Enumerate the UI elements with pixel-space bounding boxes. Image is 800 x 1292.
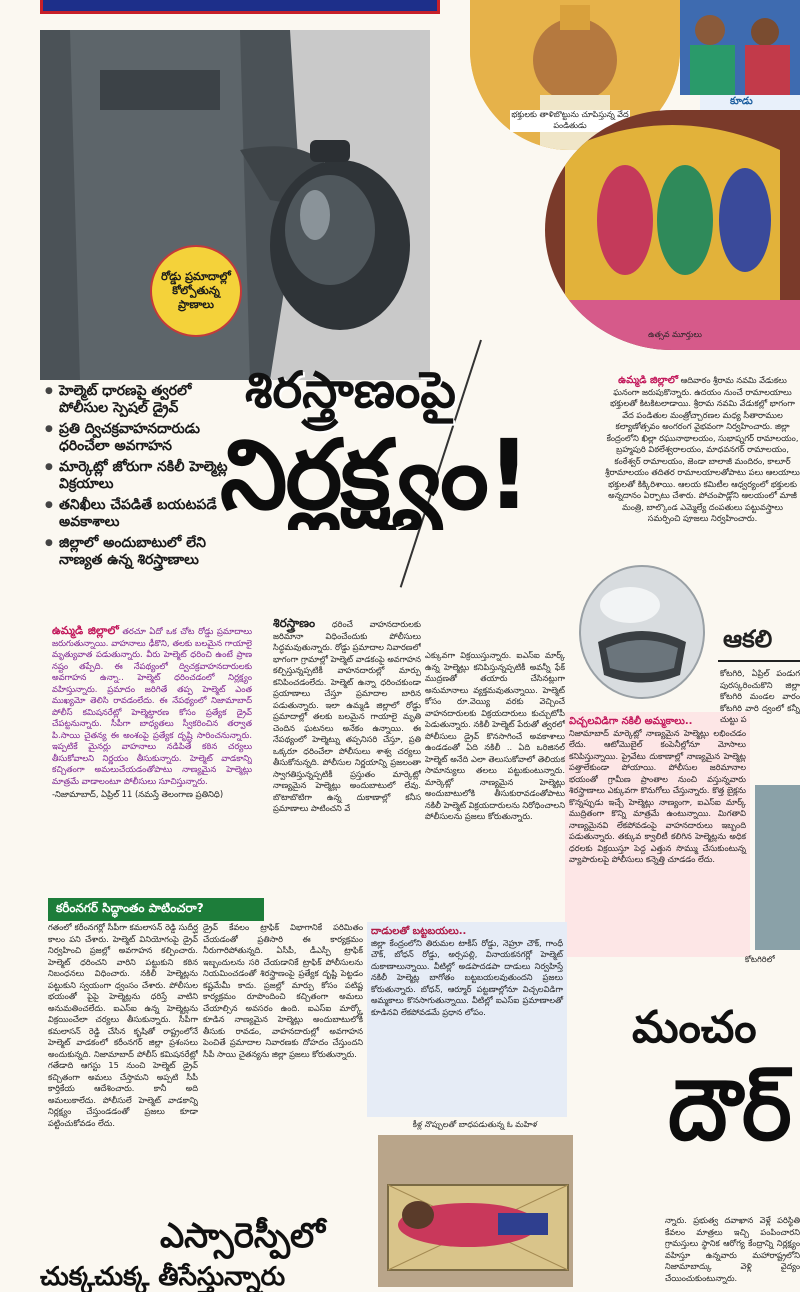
helmet-product-photo [568, 560, 716, 710]
col3-text: ఎక్కువగా విక్రయిస్తున్నారు. ఐఎస్ఐ మార్క్ ఉన్న హెల్మెట్లు కనిపిస్తున్నప్పటికీ అవన్నీ ఫేక్ ముద్రణతో తయారు చేసినట్లుగా అనుమానాలు వ్యక్తమవుతున్నాయి. హెల్మెట్ కోసం రూ.వెయ్యి వరకు వెచ్చించే వాహనదారులకు విక్రయదారులు కుచ్చుటోపీ పెడుతున్నారు. నకిలీ హెల్మెట్ పేరుతో త్వరలో పోలీసులు డ్రైవ్ కొనసాగించే అవకాశాలు ఉండడంతో ఏది నకిలీ .. ఏది ఒరిజినల్ హెల్మెట్ అనేది ఎలా తెలుసుకోవాలో తెలియక సామాన్యులు తలలు పట్టుకుంటున్నారు. మార్కెట్లో నాణ్యమైన హెల్మెట్లు అందుబాటులోకి తీసుకురావడంతోపాటు నకిలీ హెల్మెట్ విక్రయదారులను నిరోధించాలని పోలీసులను ప్రజలు కోరుతున్నారు. [425, 650, 565, 821]
story-column-3 [425, 650, 565, 900]
navami-dateline: ఉమ్మడి జిల్లాలో [618, 375, 679, 386]
sidebar-text: నిజామాబాద్ మార్కెట్లో నాణ్యమైన హెల్మెట్లు లభించడం లేదు. ఆటోమొబైల్ కంపెనీల్లోనూ మోసాలు కనిపిస్తున్నాయి. ప్రైవేటు దుకాణాల్లో నాణ్యమైన హెల్మెట్ల పత్తాలేకుండా పోయాయి. పోలీసుల జరిమానాల భయంతో గ్రామీణ ప్రాంతాల నుంచి వస్తున్నవారు శిరస్త్రాణాలు ఎక్కువగా కొనుగోలు చేస్తున్నారు. కొత్త బైక్లను కొన్నప్పుడు ఇచ్చే హెల్మెట్లు నాణ్యంగా, ఐఎస్ఐ మార్క్ ముద్రితంగా కొన్ని మాత్రమే ఉంటున్నాయి. మిగతావి నాణ్యమైనవి లేకపోవడంపై వాహనదారులు ఇబ్బంది పడుతున్నారు. తక్కువ క్వాలిటీ కలిగిన హెల్మెట్లను అధిక ధరలకు విక్రయిస్తూ పెద్ద ఎత్తున సొమ్ము చేసుకుంటున్న వ్యాపారులపై పోలీసులు కన్నెత్తి చూడడం లేదు. [569, 727, 746, 864]
raids-panel [367, 922, 567, 1117]
photo-badge-text: రోడ్డు ప్రమాదాల్లో కోల్పోతున్న ప్రాణాలు [161, 270, 231, 311]
bullet-item: ● తనిఖీలు చేపడితే బయటపడే అవకాశాలు [45, 497, 235, 531]
raids-kicker: దాడులతో బట్టబయలు.. [371, 926, 467, 937]
label-strip-text: కూడు [730, 96, 753, 107]
karimnagar-subhead: కరీంనగర్ సిద్ధాంతం పాటించరా? [48, 898, 264, 921]
intro-block [52, 625, 252, 885]
manchan-text [665, 1215, 800, 1287]
col2-text: ధరించే వాహనదారులకు జరిమానా విధించేందుకు పోలీసులు సిద్ధమవుతున్నారు. రోడ్డు ప్రమాదాల నివారణలో భాగంగా గ్రామాల్లో హెల్మెట్ వాడకంపై అవగాహన కల్పిస్తున్నప్పటికీ వాహనదారుల్లో మార్పు కనిపించడంలేదు. హెల్మెట్ ఉన్నా ధరించకుండా ప్రయాణాలు చేస్తూ ప్రమాదాల బారిన పడుతున్నారు. ఇలా ఉమ్మడి జిల్లాలో రోడ్డు ప్రమాదాల్లో తలకు బలమైన గాయాలై మృతి చెందిన ఘటనలు అనేకం ఉన్నాయి. ఈ నేపథ్యంలో హెల్మెట్ను తప్పనిసరి చేస్తూ, ప్రతి ఒక్కరూ ధరించేలా పోలీసులు శాశ్వ చర్యలు తీసుకోనున్నది. పోలీసుల నిర్ణయాన్ని ప్రజలంతా స్వాగతిస్తున్నప్పటికీ ప్రస్తుతం మార్కెట్లో నాణ్యమైన హెల్మెట్లు అందుబాటులో లేవు. బొటాబొటిగా ఉన్న దుకాణాల్లో కనీస ప్రమాణాలు పాటించని వే [273, 619, 421, 813]
kotagiri-label: కోటగిరిలో [745, 955, 775, 964]
bottom-photo-caption: కీళ్ల నొప్పులతో బాధపడుతున్న ఓ మహిళ [412, 1120, 538, 1129]
bullet-item: ● మార్కెట్లో జోరుగా నకిలీ హెల్మెట్ల విక్రయాలు [45, 459, 235, 493]
sidebar-kicker: విచ్చలవిడిగా నకిలీ అమ్మకాలు.. [569, 716, 693, 727]
raids-text: జిల్లా కేంద్రంలోని తిరుమల టాకీస్ రోడ్డు, నెహ్రూ చౌక్, గాంధీ చౌక్, బోధన్ రోడ్డు, అర్సపల్లి, వినాయకనగర్లో హెల్మెట్ దుకాణాలున్నాయి. వీటిల్లో అడపాదడపా దాడులు నిర్వహిస్తే నకిలీ హెల్మెట్ల బాగోతం బట్టబయలవుతుందని ప్రజలు కోరుతున్నారు. బోధన్, ఆర్మూర్ పట్టణాల్లోనూ విచ్చలవిడిగా అమ్మకాలు కొనసాగుతున్నాయి. వీటిల్లో ఐఎస్ఐ ప్రమాణాలతో కూడినవి లేకపోవడమే ప్రధాన లోపం. [371, 937, 563, 1017]
manchan-headline: మంచం [632, 1002, 757, 1053]
woman-on-cot-photo [378, 1135, 573, 1287]
deities-photo [545, 110, 800, 350]
kotagiri-photo [755, 785, 800, 950]
dour-headline: దౌర్ [668, 1061, 792, 1159]
helmet-bullet-list [45, 383, 235, 573]
helmet-hero-photo [40, 30, 430, 380]
manchan-text-body: న్నారు. ప్రభుత్వ దవాఖాన వెళ్లే పరిస్థితి కేవలం మాత్రలు ఇచ్చి పంపించారని గ్రామస్తులు స్థానిక ఆరోగ్య కేంద్రాన్ని నిర్లక్ష్యం వహిస్తూ ఉన్నవారు మహారాష్ట్రలోని నిజామాబాద్కు వెళ్లి వైద్యం చేయించుకుంటున్నారు. [665, 1215, 800, 1283]
headline-line2: నిర్లక్ష్యం! [220, 420, 529, 530]
label-strip [700, 95, 800, 111]
masthead-bar [40, 0, 440, 14]
bullet-item: ● హెల్మెట్ ధారణపై త్వరలో పోలీసుల స్పెషల్ డ్రైవ్ [45, 383, 235, 417]
karimnagar-text-2: డ్రైవ్ కేవలం ట్రాఫిక్ విభాగానికే పరిమితం చేయడంతో ప్రతిసారి ఈ కార్యక్రమం నీరుగారిపోతున్నది. ఏసీపీ, డీఎస్పీ ట్రాఫిక్ ఇబ్బందులను సరి చేయడానికే ట్రాఫిక్ పోలీసులను నియమించడంతో శిరస్త్రాణంపై ప్రత్యేక దృష్టి పెట్టడం కష్టమేమీ కాదు. ప్రజల్లో మార్పు కోసం పటిష్ట కార్యక్రమం రూపొందించి కచ్చితంగా అమలు చేయాల్సిన అవసరం ఉంది. ఐఎస్ఐ మార్క్తో కూడిన నాణ్యమైన హెల్మెట్లు అందుబాటులోకి తీసుకు రావడం, వాహనదారుల్లో అవగాహన పెంచితే ప్రమాదాల నివారణకు దోహదం చేస్తుందని సీపీ సాయి చైతన్యను జిల్లా ప్రజలు కోరుతున్నారు. [203, 922, 363, 1059]
akali-rule [718, 660, 800, 662]
intro-dateline: ఉమ్మడి జిల్లాలో [52, 625, 119, 637]
navami-story [605, 375, 800, 540]
story-column-2 [273, 618, 421, 898]
col2-lead: శిరస్త్రాణం [273, 618, 316, 630]
intro-text: తరచూ ఏదో ఒక చోట రోడ్డు ప్రమాదాలు జరుగుతున్నాయి. వాహనాలు ఢీకొని, తలకు బలమైన గాయాలై మృత్యువాత పడుతున్నారు. వీరు హెల్మెట్ ధరించి ఉంటే ప్రాణ నష్టం తప్పేది. ఈ నేపథ్యంలో ద్విచక్రవాహనదారులకు అవగాహన ఉన్నా.. హెల్మెట్ ధరించడంలో నిర్లక్ష్యం వహిస్తున్నారు. ప్రమాదం జరిగితే తప్ప హెల్మెట్ ఎంత ముఖ్యమో తెలిసి రావడంలేదు. ఈ నేపథ్యంలో నిజామాబాద్ పోలీస్ కమిషనరేట్లో హెల్మెట్ధారణ కోసం ప్రత్యేక డ్రైవ్ చేపట్టనున్నారు. సీపీగా బాధ్యతలు స్వీకరించిన తర్వాత పి.సాయి చైతన్య ఈ అంశంపై ప్రత్యేక దృష్టి సారించనున్నారు. ఇప్పటికే మైనర్లు వాహనాలు నడిపితే కఠిన చర్యలు తీసుకోవాలని నిర్ణయం తీసుకున్నారు. హెల్మెట్ వాడకాన్ని కచ్చితంగా అమలుచేయడంతోపాటు నాణ్యమైన హెల్మెట్లు మాత్రమే వాడాలంటూ పోలీసులు సూచిస్తున్నారు. [52, 626, 252, 786]
bullet-item: ● ప్రతి ద్విచక్రవాహనదారుడు ధరించేలా అవగాహన [45, 421, 235, 455]
women-photo [680, 0, 800, 95]
headline-line1: శిరస్త్రాణంపై [245, 361, 456, 419]
navami-text: ఆదివారం శ్రీరామ నవమి వేడుకలు ఘనంగా జరుపుకొన్నారు. ఉదయం నుంచే రామాలయాలు భక్తులతో కిటకిటలాడాయి. శ్రీరామ నవమి వేడుకల్లో భాగంగా వేద పండితుల మంత్రోచ్చారణల మధ్య సీతారాముల కల్యాణోత్సవం అంగరంగ వైభవంగా నిర్వహించారు. జిల్లా కేంద్రంలోని ఖిల్లా రఘునాథాలయం, సుభాష్నగర్ రామాలయం, బ్రహ్మపురి విఠలేశ్వరాలయం, మాధవనగర్ రామాలయం, కంఠేశ్వర్ రామాలయం, జెండా బాలాజీ మందిరం, కాలూర్ శ్రీరామాలయం తదితర రామాలయాలతోపాటు పలు ఆలయాలు భక్తులతో కిక్కిరిశాయి. ఆలయ కమిటీల ఆధ్వర్యంలో భక్తులకు అన్నదానం ఏర్పాటు చేశారు. పోచంపాడ్లోని ఆలయంలో మాజీ మంత్రి, బాల్కొండ ఎమ్మెల్యే దంపతులు పట్టువస్త్రాలు సమర్పించి పూజలు నిర్వహించారు. [605, 375, 800, 523]
photo-badge [150, 245, 242, 337]
bullet-item: ● జిల్లాలో అందుబాటులో లేని నాణ్యత ఉన్న శిరస్త్రాణాలు [45, 535, 235, 569]
karimnagar-column-2 [203, 922, 363, 1172]
bottom-headline: ఎస్సారెస్పీలో [160, 1216, 326, 1256]
bottom-headline-2: చుక్కచుక్క తీసేస్తున్నారు [40, 1262, 286, 1292]
priest-caption: భక్తులకు తాళిబొట్టును చూపిస్తున్న వేద పండితుడు [511, 110, 629, 130]
akali-headline: ఆకలి [723, 625, 773, 653]
karimnagar-column-1 [48, 922, 198, 1227]
karimnagar-text: గతంలో కరీంనగర్లో సీపీగా కమలాసన్ రెడ్డి సుదీర్ఘ కాలం పని చేశారు. హెల్మెట్ వినియోగంపై డ్రైవ్ నిర్వహించి ప్రజల్లో అవగాహన కల్పించారు. హెల్మెట్ ధరించని వారిని పట్టుకుని కఠిన నిబంధనలు విధించారు. నకిలీ హెల్మెట్లను పట్టుకుని స్వయంగా ధ్వంసం చేశారు. పోలీసుల భయంతో పైపై హెల్మెట్లను ధరిస్తే వాటిని అనుమతించలేదు. ఐఎస్ఐ ఉన్న హెల్మెట్లను విక్రయించేలా చర్యలు తీసుకున్నారు. సీపీగా కమలాసన్ రెడ్డి చేసిన కృషితో రాష్ట్రంలోనే హెల్మెట్ వాడకంలో కరీంనగర్ జిల్లా ప్రశంసలు అందుకున్నది. నిజామాబాద్ పోలీస్ కమిషనరేట్లో గతేడాది ఆగస్టు 15 నుంచి హెల్మెట్ డ్రైవ్ కచ్చితంగా అమలు చేస్తామని అప్పటి సీపీ కార్తికేయ ఆదేశించారు. కానీ అది అమలుకాలేదు. పోలీసులే హెల్మెట్ వాడకాన్ని నిర్లక్ష్యం చేస్తుండడంతో ప్రజలు కూడా పట్టించుకోవడం లేదు. [48, 922, 198, 1128]
akali-text-body: కోటగిరి, ఏప్రిల్ పండుగ పురస్కరించుకొని జిల్లా కోటగిరి మండల వారం కోటగిరి వారి ద్వంలో కన్నీ చుట్టు ప [720, 668, 800, 724]
deities-caption: ఉత్సవ మూర్తులు [648, 330, 702, 339]
intro-credit: -నిజామాబాద్, ఏప్రిల్ 11 (నమస్తే తెలంగాణ ప్రతినిధి) [52, 789, 224, 799]
akali-text [720, 668, 800, 788]
